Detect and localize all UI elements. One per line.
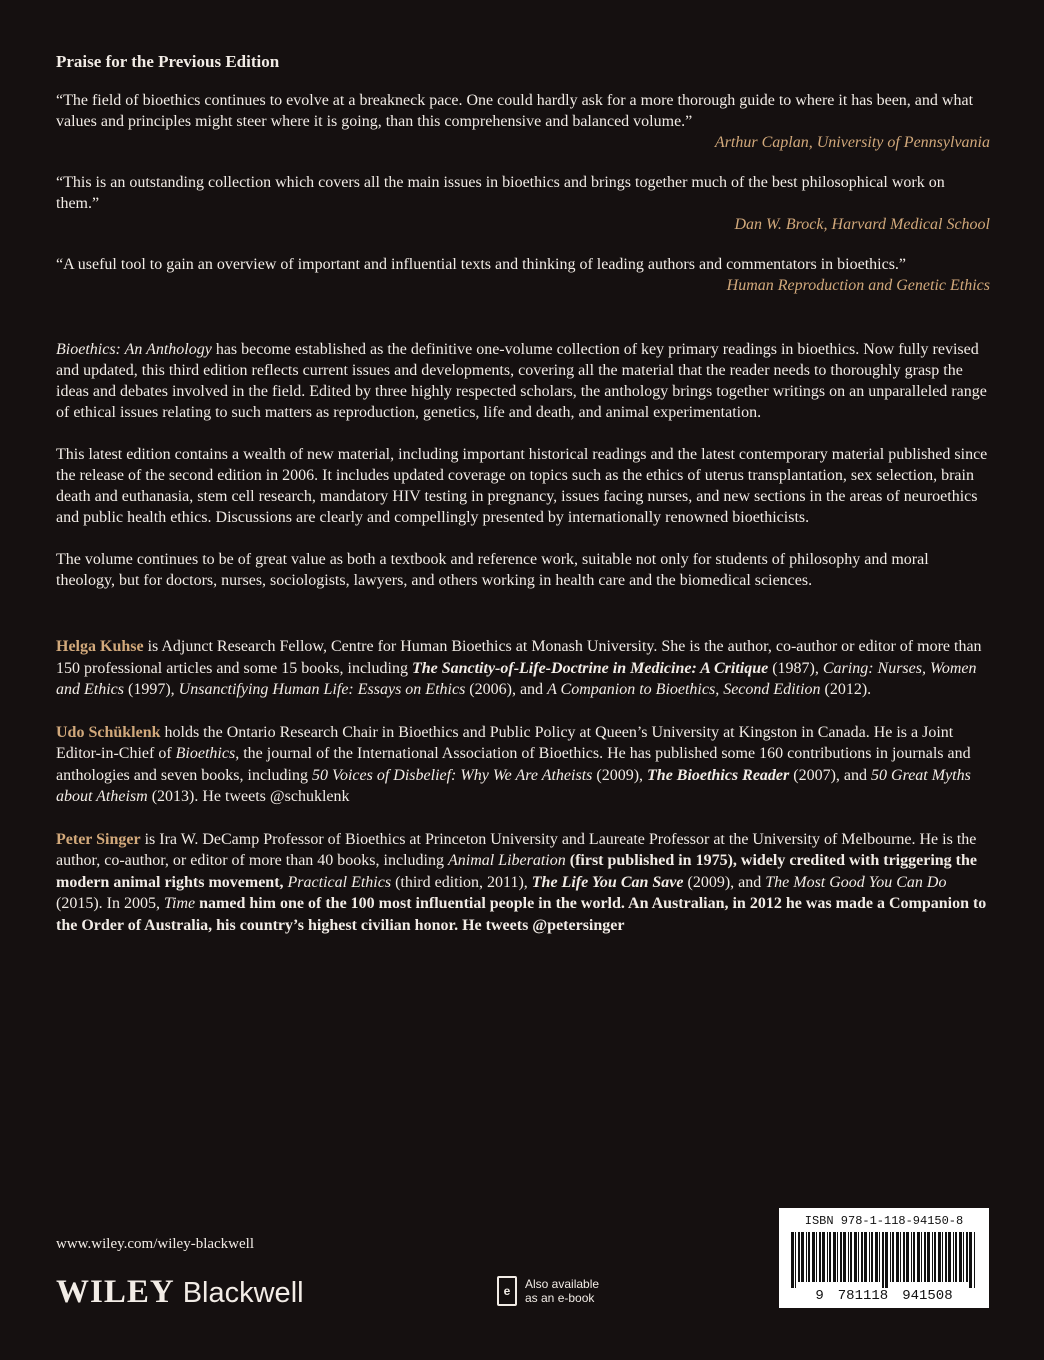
barcode-bar — [822, 1232, 825, 1282]
barcode-digit-group: 941508 — [902, 1288, 953, 1304]
barcode-bar — [903, 1232, 905, 1282]
barcode-bar — [953, 1232, 954, 1282]
barcode-bar — [827, 1232, 828, 1282]
barcode-bar — [882, 1232, 884, 1288]
barcode-bar — [885, 1232, 888, 1288]
barcode-bar — [913, 1232, 915, 1282]
barcode-bar — [848, 1232, 849, 1282]
barcode-bar — [921, 1232, 922, 1282]
barcode-bar — [871, 1232, 873, 1282]
barcode — [779, 1208, 989, 1308]
barcode-bar — [917, 1232, 920, 1282]
barcode-bar — [829, 1232, 831, 1282]
quote-brock — [56, 172, 990, 235]
description-paragraph-3: The volume continues to be of great value as both a textbook and reference work, suitable not only for students of philosophy and moral theology, but for doctors, nurses, sociologists, lawyers, and others working in health care and the biomedical sciences. — [56, 551, 929, 589]
barcode-bar — [843, 1232, 846, 1282]
back-cover-text — [56, 52, 990, 957]
barcode-bar — [840, 1232, 842, 1282]
barcode-bar — [896, 1232, 899, 1282]
description-paragraph-1: Bioethics: An Anthology has become established as the definitive one-volume collection of key primary readings in bioethics. Now fully revised and updated, this third edition reflects current issues and developments, covering all the material that the reader needs to thoroughly grasp the ideas and debates involved in the field. Edited by three highly respected scholars, the anthology brings together writings on an unparalleled range of ethical issues relating to such matters as reproduction, genetics, life and death, and animal experimentation. — [56, 341, 987, 421]
editor-name: Helga Kuhse — [56, 638, 144, 655]
barcode-bar — [795, 1232, 796, 1288]
quote-attribution: Arthur Caplan, University of Pennsylvania — [714, 134, 990, 151]
barcode-digit-group: 9 — [815, 1288, 824, 1304]
barcode-bar — [924, 1232, 926, 1282]
barcode-bar — [879, 1232, 880, 1282]
quote-caplan — [56, 90, 990, 153]
barcode-bar — [869, 1232, 870, 1282]
wiley-blackwell-logo — [56, 1274, 304, 1311]
isbn-label: ISBN 978-1-118-94150-8 — [804, 1214, 964, 1228]
barcode-bars — [791, 1232, 977, 1288]
barcode-bar — [934, 1232, 936, 1282]
editor-name: Peter Singer — [56, 830, 141, 848]
quote-text: “A useful tool to gain an overview of important and influential texts and thinking of leading authors and commentators in bioethics.” — [56, 256, 907, 273]
bio-kuhse: Helga Kuhse is Adjunct Research Fellow, Centre for Human Bioethics at Monash University. She is the author, co-author or editor of more than 150 professional articles and some 15 books, including The Sanctity-of-Life-Doctrine in Medicine: A Critique (1987), Caring: Nurses, Women and Ethics (1997), Unsanctifying Human Life: Essays on Ethics (2006), and A Companion to Bioethics, Second Edition (2012). — [56, 638, 982, 698]
barcode-bar — [900, 1232, 901, 1282]
barcode-bar — [969, 1232, 972, 1288]
barcode-bar — [816, 1232, 817, 1282]
barcode-bar — [945, 1232, 947, 1282]
praise-title: Praise for the Previous Edition — [56, 52, 280, 71]
quote-text: “This is an outstanding collection which covers all the main issues in bioethics and brings together much of the best philosophical work on them.” — [56, 174, 945, 212]
quote-text: “The field of bioethics continues to evolve at a breakneck pace. One could hardly ask for a more thorough guide to where it has been, and what values and principles might steer where it is going, than this comprehensive and balanced volume.” — [56, 92, 974, 130]
barcode-bar — [966, 1232, 968, 1282]
quote-attribution: Human Reproduction and Genetic Ethics — [726, 277, 990, 294]
barcode-bar — [858, 1232, 859, 1282]
barcode-bar — [932, 1232, 933, 1282]
barcode-bar — [791, 1232, 794, 1288]
barcode-bar — [890, 1232, 891, 1282]
barcode-bar — [854, 1232, 857, 1282]
ebook-text: Also available as an e-book — [525, 1277, 600, 1305]
barcode-bar — [864, 1232, 867, 1282]
barcode-bar — [808, 1232, 810, 1282]
barcode-bar — [806, 1232, 807, 1282]
publisher-url[interactable]: www.wiley.com/wiley-blackwell — [56, 1236, 254, 1252]
logo-blackwell-text: Blackwell — [182, 1277, 304, 1309]
barcode-bar — [963, 1232, 964, 1282]
barcode-bar — [875, 1232, 878, 1282]
barcode-digit-group: 781118 — [837, 1288, 889, 1304]
barcode-bar — [819, 1232, 821, 1282]
barcode-bar — [812, 1232, 815, 1282]
barcode-bar — [798, 1232, 800, 1282]
quote-attribution: Dan W. Brock, Harvard Medical School — [734, 216, 990, 233]
logo-wiley-text: WILEY — [56, 1274, 175, 1310]
barcode-bar — [974, 1232, 975, 1288]
barcode-bar — [938, 1232, 941, 1282]
barcode-bar — [948, 1232, 951, 1282]
book-title: Bioethics: An Anthology — [56, 341, 212, 358]
editor-name: Udo Schüklenk — [56, 723, 161, 741]
ebook-notice — [497, 1276, 615, 1306]
quote-human-reproduction — [56, 254, 990, 296]
barcode-bar — [892, 1232, 894, 1282]
barcode-bar — [906, 1232, 909, 1282]
barcode-bar — [861, 1232, 863, 1282]
barcode-bar — [801, 1232, 804, 1282]
barcode-bar — [911, 1232, 912, 1282]
barcode-bar — [955, 1232, 957, 1282]
barcode-bar — [959, 1232, 962, 1282]
description-paragraph-2: This latest edition contains a wealth of new material, including important historical readings and the latest contemporary material published since the release of the second edition in 2006. It includes updated coverage on topics such as the ethics of uterus transplantation, sex selection, brain death and euthanasia, stem cell research, mandatory HIV testing in pregnancy, issues facing nurses, and new sections in the areas of neuroethics and public health ethics. Discussions are clearly and compellingly presented by internationally renowned bioethicists. — [56, 446, 988, 526]
ebook-icon: e — [497, 1276, 517, 1306]
barcode-digits — [779, 1288, 989, 1304]
barcode-bar — [837, 1232, 838, 1282]
bio-singer: Peter Singer is Ira W. DeCamp Professor of Bioethics at Princeton University and Laureate Professor at the University of Melbourne. He is the author, co-author, or editor of more than 40 books, including Animal Liberation (first published in 1975), widely credited with triggering the modern animal rights movement, Practical Ethics (third edition, 2011), The Life You Can Save (2009), and The Most Good You Can Do (2015). In 2005, Time named him one of the 100 most influential people in the world. An Australian, in 2012 he was made a Companion to the Order of Australia, his country’s highest civilian honor. He tweets @petersinger — [56, 830, 987, 934]
barcode-bar — [833, 1232, 836, 1282]
barcode-bar — [942, 1232, 943, 1282]
bio-schuklenk: Udo Schüklenk holds the Ontario Research Chair in Bioethics and Public Policy at Queen’s University at Kingston in Canada. He is a Joint Editor-in-Chief of Bioethics, the journal of the International Association of Bioethics. He has published some 160 contributions in journals and anthologies and seven books, including 50 Voices of Disbelief: Why We Are Atheists (2009), The Bioethics Reader (2007), and 50 Great Myths about Atheism (2013). He tweets @schuklenk — [56, 723, 971, 805]
barcode-bar — [850, 1232, 852, 1282]
barcode-bar — [927, 1232, 930, 1282]
